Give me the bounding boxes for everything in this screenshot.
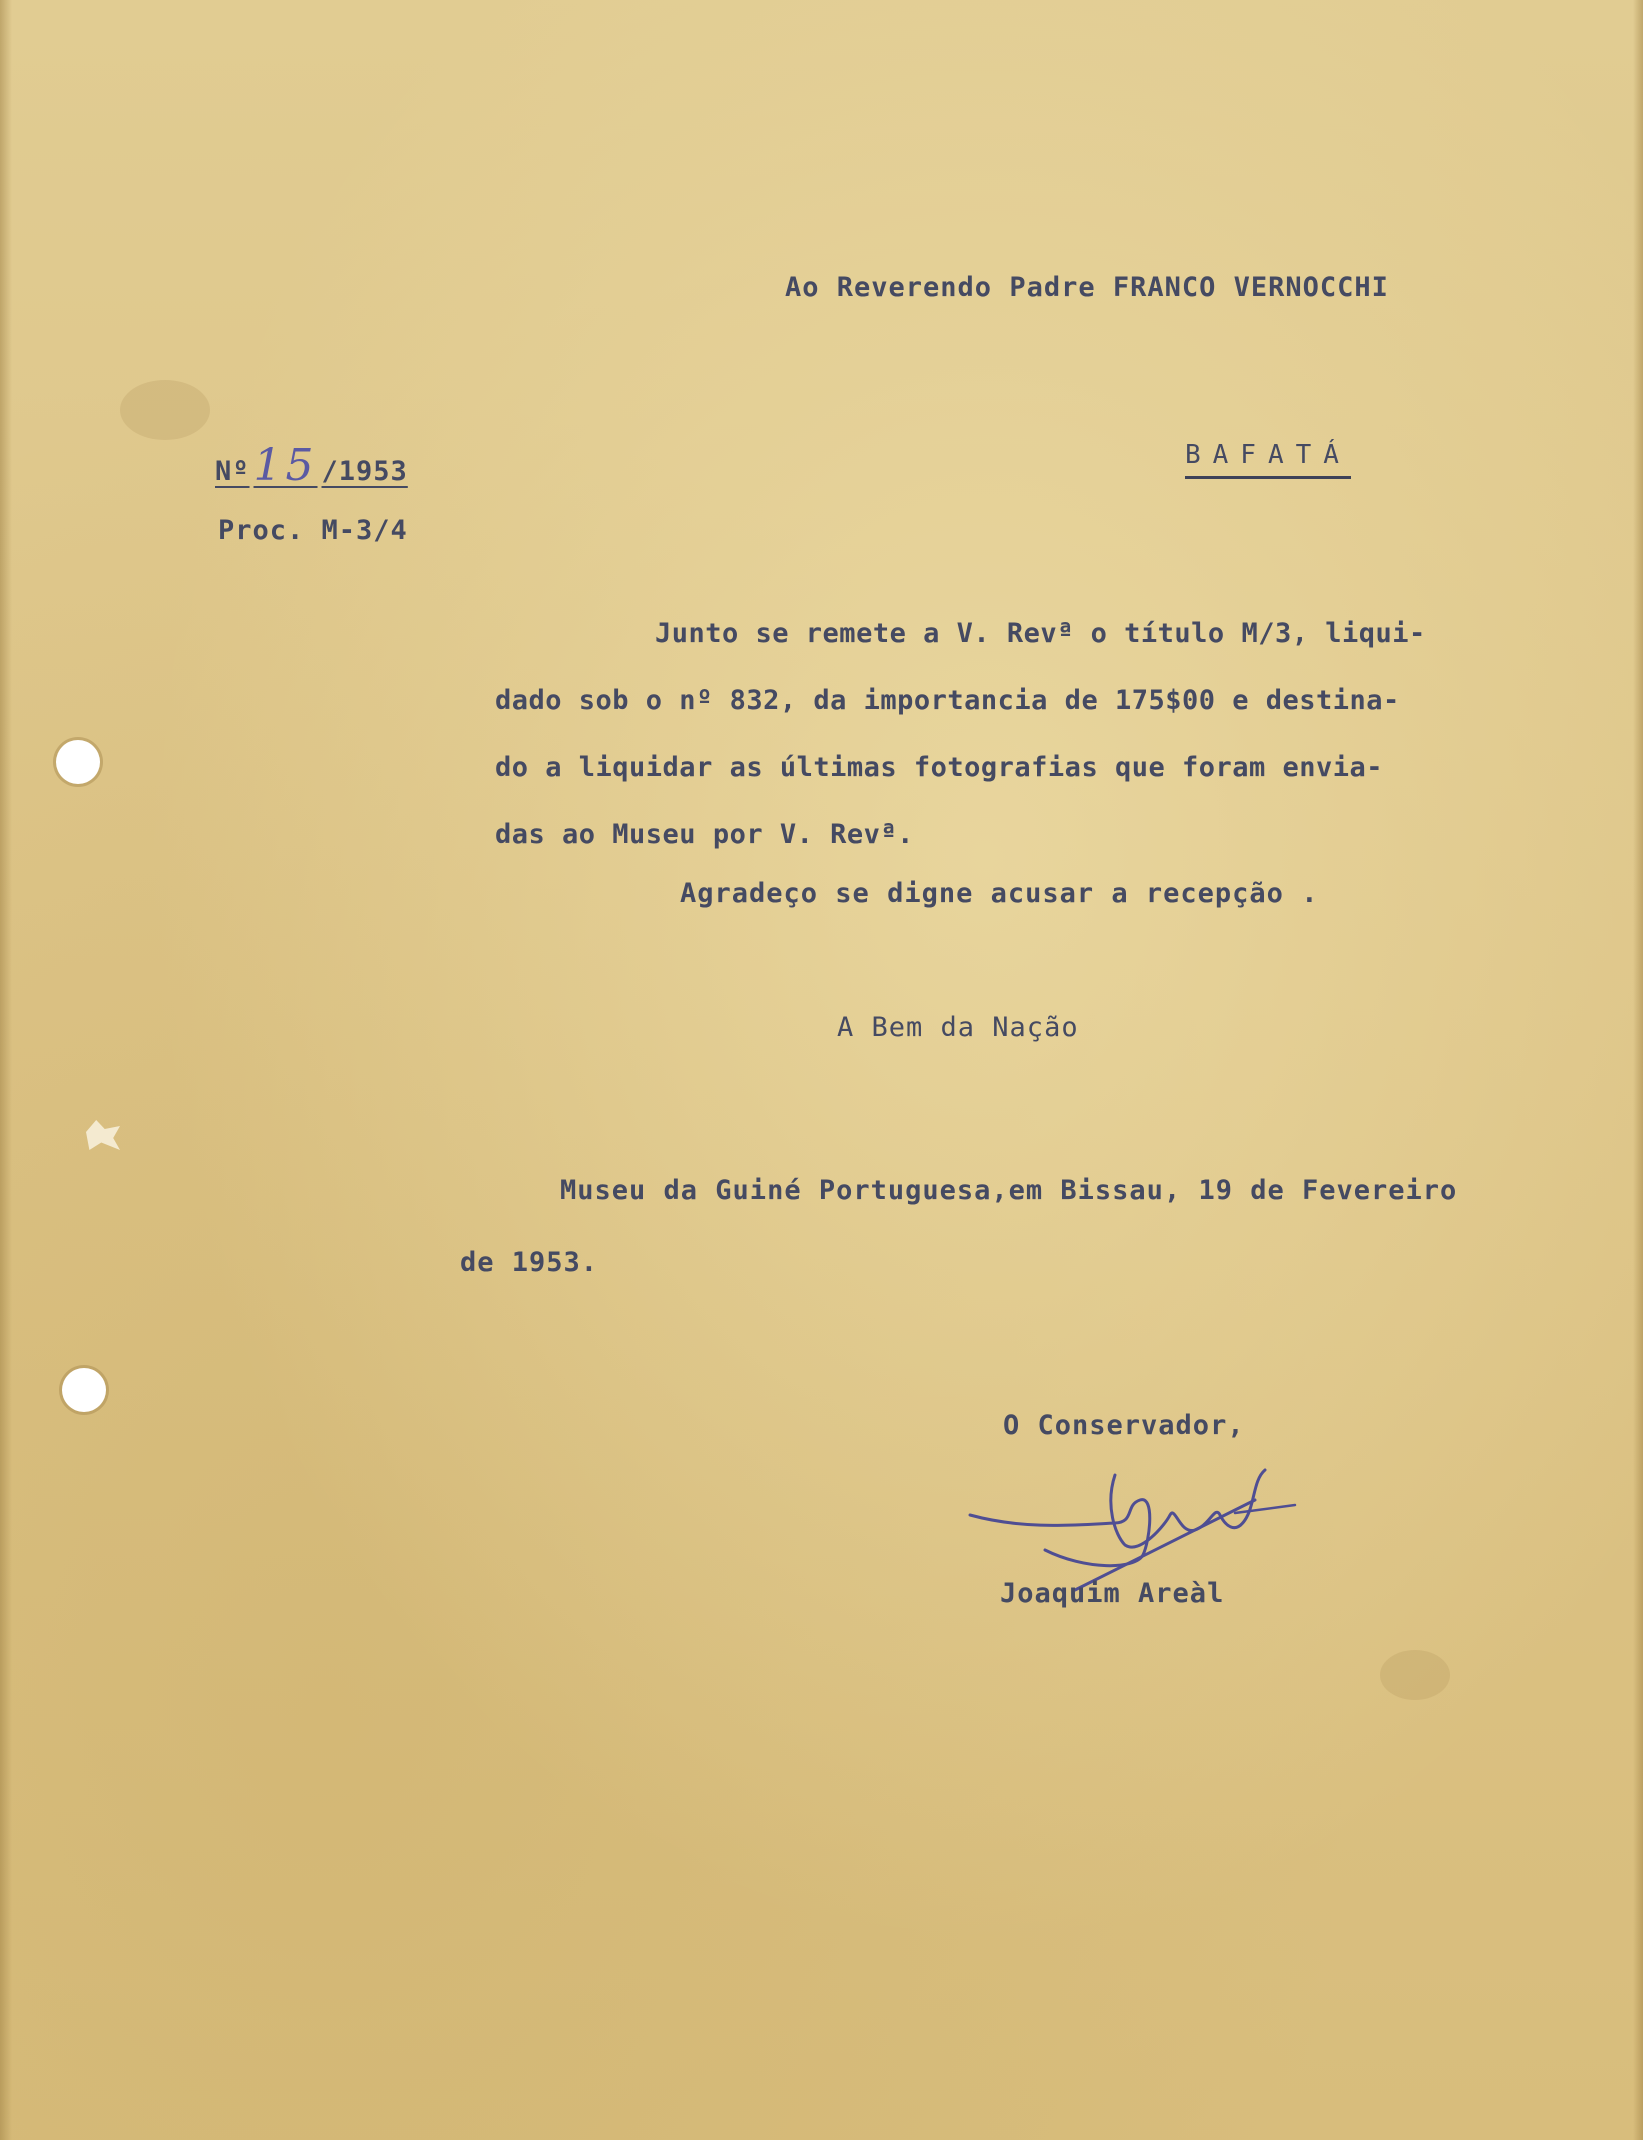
punch-hole <box>62 1368 106 1412</box>
process-reference: Proc. M-3/4 <box>218 515 408 546</box>
addressee-line: Ao Reverendo Padre FRANCO VERNOCCHI <box>785 272 1389 303</box>
body-line: do a liquidar as últimas fotografias que foram envia- <box>495 752 1384 783</box>
paper-stain <box>1380 1650 1450 1700</box>
paper-tear <box>86 1120 120 1150</box>
reference-number <box>215 440 408 491</box>
letter-body <box>495 600 1575 868</box>
body-line: das ao Museu por V. Revª. <box>495 819 914 850</box>
closing-title: O Conservador, <box>1003 1410 1245 1441</box>
thanks-line: Agradeço se digne acusar a recepção . <box>680 878 1319 909</box>
body-line: dado sob o nº 832, da importancia de 175$00 e destina- <box>495 685 1400 716</box>
salutation: A Bem da Nação <box>837 1012 1079 1043</box>
place-date-line: Museu da Guiné Portuguesa,em Bissau, 19 de Fevereiro <box>560 1175 1458 1206</box>
punch-hole <box>56 740 100 784</box>
place-date-line: de 1953. <box>460 1247 599 1278</box>
paper-stain <box>120 380 210 440</box>
handwritten-reference-number: 15 <box>253 440 318 491</box>
reference-year: /1953 <box>321 456 408 487</box>
signatory-name: Joaquim Areàl <box>1000 1578 1225 1609</box>
destination-heading: BAFATÁ <box>1185 440 1351 479</box>
reference-prefix: Nº <box>215 456 250 487</box>
body-line: Junto se remete a V. Revª o título M/3, liqui- <box>655 618 1426 649</box>
